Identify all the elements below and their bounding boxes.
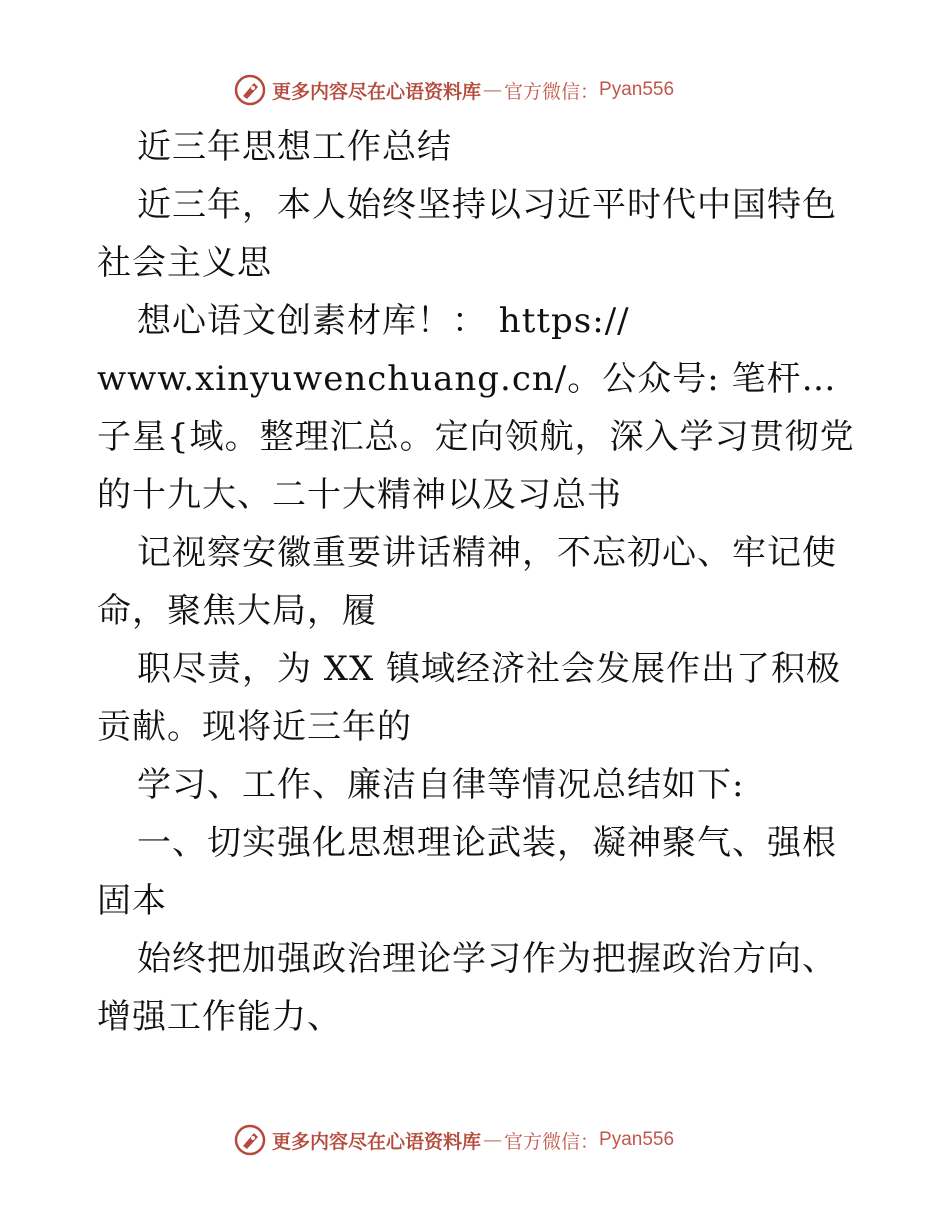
banner-wechat-label: 官方微信： — [504, 1130, 600, 1153]
banner-main-text: 更多内容尽在心语资料库 — [272, 1130, 482, 1153]
document-title: 近三年思想工作总结 — [137, 127, 452, 167]
paragraph-2: 想心语文创素材库！： https:// www.xinyuwenchuang.cn/。公众号: 笔杆…子星{域。整理汇总。定向领航，深入学习贯彻党的十九大、二十大精神以及习总书 — [97, 301, 855, 515]
paragraph-6: 一、切实强化思想理论武装，凝神聚气、强根固本 — [97, 823, 837, 921]
paragraph-3: 记视察安徽重要讲话精神，不忘初心、牢记使命，聚焦大局，履 — [97, 533, 837, 631]
paragraph-7: 始终把加强政治理论学习作为把握政治方向、增强工作能力、 — [97, 939, 837, 1037]
banner-separator: — — [483, 79, 503, 101]
pen-nib-logo-icon — [234, 74, 266, 106]
banner-wechat-label: 官方微信： — [504, 80, 600, 103]
pen-nib-logo-icon — [234, 1124, 266, 1156]
paragraph-1: 近三年，本人始终坚持以习近平时代中国特色社会主义思 — [97, 185, 837, 283]
banner-wechat-id: Pyan556 — [599, 1129, 675, 1150]
banner-wechat-id: Pyan556 — [599, 79, 675, 100]
document-body — [97, 118, 857, 1046]
header-watermark-banner — [234, 72, 674, 108]
banner-main-text: 更多内容尽在心语资料库 — [272, 80, 482, 103]
paragraph-4: 职尽责，为 XX 镇域经济社会发展作出了积极贡献。现将近三年的 — [97, 649, 842, 747]
banner-separator: — — [483, 1129, 503, 1151]
footer-watermark-banner — [234, 1122, 674, 1158]
paragraph-5: 学习、工作、廉洁自律等情况总结如下: — [137, 765, 745, 805]
